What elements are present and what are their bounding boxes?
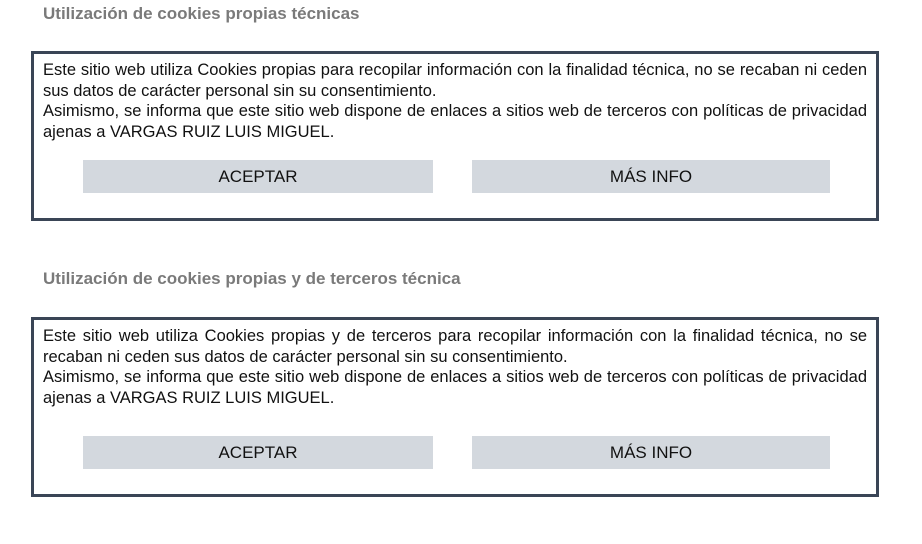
banner-paragraph-consent: Este sitio web utiliza Cookies propias y de terceros para recopilar información con la finalidad técnica, no se recaban ni ceden sus datos de carácter personal sin su consentimiento. — [43, 327, 867, 366]
more-info-button[interactable]: MÁS INFO — [472, 160, 830, 193]
banner-paragraph-third-party: Asimismo, se informa que este sitio web dispone de enlaces a sitios web de terceros con políticas de privacidad ajenas a VARGAS RUIZ LUIS MIGUEL. — [43, 368, 867, 407]
section-title-third-party-cookies: Utilización de cookies propias y de terceros técnica — [43, 269, 461, 288]
banner-text — [43, 60, 867, 142]
cookie-banner-technical — [31, 51, 879, 221]
banner-paragraph-consent: Este sitio web utiliza Cookies propias para recopilar información con la finalidad técnica, no se recaban ni ceden sus datos de carácter personal sin su consentimiento. — [43, 61, 867, 100]
cookie-banner-third-party — [31, 317, 879, 497]
section-title-technical-cookies: Utilización de cookies propias técnicas — [43, 4, 360, 23]
accept-button[interactable]: ACEPTAR — [83, 160, 433, 193]
accept-button[interactable]: ACEPTAR — [83, 436, 433, 469]
banner-text — [43, 326, 867, 408]
more-info-button[interactable]: MÁS INFO — [472, 436, 830, 469]
banner-paragraph-third-party: Asimismo, se informa que este sitio web dispone de enlaces a sitios web de terceros con políticas de privacidad ajenas a VARGAS RUIZ LUIS MIGUEL. — [43, 102, 867, 141]
